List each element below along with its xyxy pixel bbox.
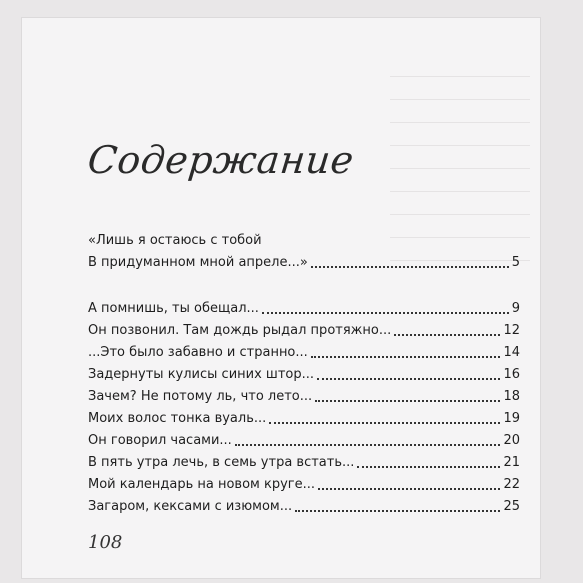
toc-entry bbox=[88, 252, 520, 274]
toc-entry bbox=[88, 496, 520, 518]
toc-entry-title: Мой календарь на новом круге... bbox=[88, 477, 316, 492]
toc-entry-title: Зачем? Не потому ль, что лето... bbox=[88, 389, 313, 404]
toc-entry-page: 5 bbox=[511, 255, 520, 270]
page-number: 108 bbox=[88, 532, 123, 553]
toc-entry bbox=[88, 452, 520, 474]
toc-entry-line: «Лишь я остаюсь с тобой bbox=[88, 233, 262, 248]
toc-entry bbox=[88, 298, 520, 320]
book-page bbox=[22, 18, 540, 578]
toc-entry-title: В придуманном мной апреле...» bbox=[88, 255, 308, 270]
toc-entry-title: В пять утра лечь, в семь утра встать... bbox=[88, 455, 355, 470]
dot-leader bbox=[315, 399, 500, 402]
dot-leader bbox=[317, 377, 500, 380]
dot-leader bbox=[262, 311, 509, 314]
table-of-contents bbox=[88, 230, 520, 518]
dot-leader bbox=[311, 265, 509, 268]
toc-entry-page: 12 bbox=[503, 323, 520, 338]
toc-entry-page: 19 bbox=[503, 411, 520, 426]
toc-entry-page: 14 bbox=[503, 345, 520, 360]
dot-leader bbox=[269, 421, 500, 424]
toc-entry-page: 21 bbox=[503, 455, 520, 470]
toc-entry bbox=[88, 342, 520, 364]
toc-entry bbox=[88, 386, 520, 408]
toc-entry-page: 25 bbox=[503, 499, 520, 514]
page-title: Содержание bbox=[85, 138, 357, 182]
toc-entry-page: 16 bbox=[503, 367, 520, 382]
toc-entry-title: Задернуты кулисы синих штор... bbox=[88, 367, 314, 382]
dot-leader bbox=[235, 443, 501, 446]
toc-entry-title: ...Это было забавно и странно... bbox=[88, 345, 308, 360]
toc-entry bbox=[88, 474, 520, 496]
toc-entry-title: Моих волос тонка вуаль... bbox=[88, 411, 267, 426]
toc-entry-title: Он говорил часами... bbox=[88, 433, 232, 448]
dot-leader bbox=[394, 333, 500, 336]
toc-entry-page: 9 bbox=[511, 301, 520, 316]
toc-entry-page: 22 bbox=[503, 477, 520, 492]
dot-leader bbox=[318, 487, 500, 490]
toc-entry bbox=[88, 320, 520, 342]
dot-leader bbox=[311, 355, 501, 358]
toc-entry bbox=[88, 408, 520, 430]
dot-leader bbox=[357, 465, 500, 468]
toc-entry-page: 20 bbox=[503, 433, 520, 448]
toc-entry-page: 18 bbox=[503, 389, 520, 404]
dot-leader bbox=[295, 509, 500, 512]
toc-entry-title: Он позвонил. Там дождь рыдал протяжно... bbox=[88, 323, 392, 338]
toc-entry bbox=[88, 430, 520, 452]
toc-entry-title: Загаром, кексами с изюмом... bbox=[88, 499, 293, 514]
toc-entry-title: А помнишь, ты обещал... bbox=[88, 301, 259, 316]
toc-entry bbox=[88, 364, 520, 386]
